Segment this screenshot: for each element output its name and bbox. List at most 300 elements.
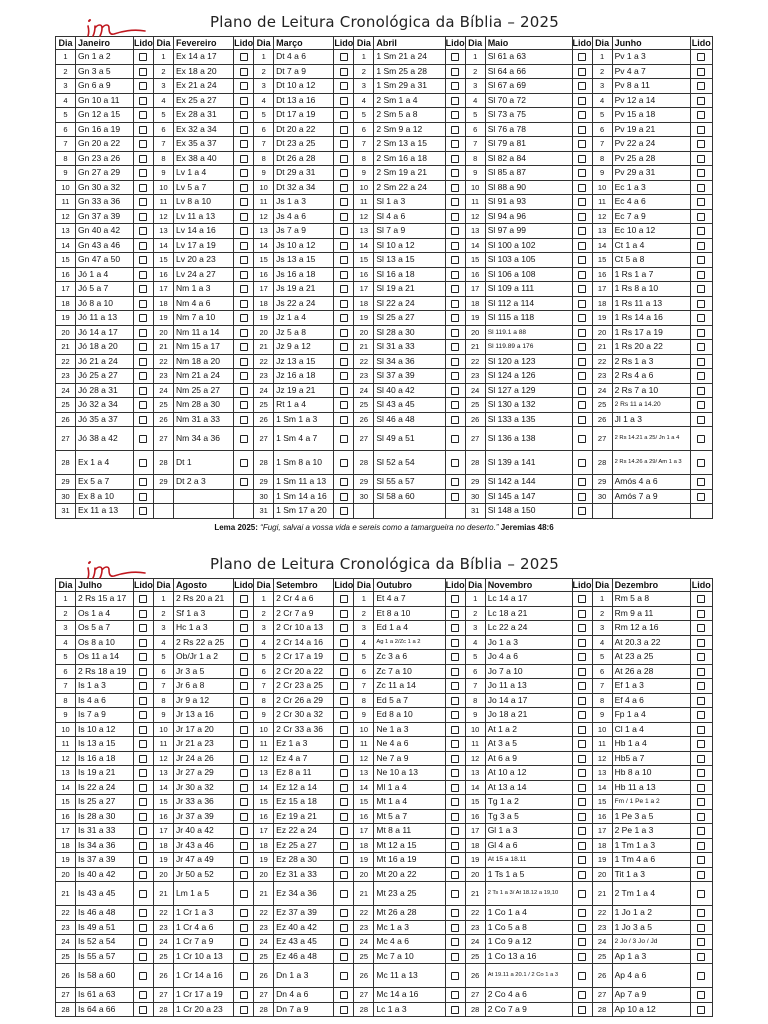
lido-checkbox[interactable] [139,668,147,676]
lido-checkbox[interactable] [240,668,248,676]
lido-checkbox[interactable] [340,68,348,76]
lido-checkbox[interactable] [697,740,705,748]
lido-checkbox[interactable] [240,798,248,806]
lido-checkbox[interactable] [451,140,459,148]
lido-checkbox[interactable] [340,314,348,322]
lido-checkbox[interactable] [697,697,705,705]
lido-checkbox[interactable] [139,329,147,337]
lido-checkbox[interactable] [451,769,459,777]
lido-checkbox[interactable] [340,358,348,366]
lido-checkbox[interactable] [578,924,586,932]
lido-checkbox[interactable] [578,769,586,777]
lido-checkbox[interactable] [139,372,147,380]
lido-checkbox[interactable] [139,1006,147,1014]
lido-checkbox[interactable] [697,991,705,999]
lido-checkbox[interactable] [240,155,248,163]
lido-checkbox[interactable] [139,711,147,719]
lido-checkbox[interactable] [340,610,348,618]
lido-checkbox[interactable] [697,842,705,850]
lido-checkbox[interactable] [240,711,248,719]
lido-checkbox[interactable] [139,653,147,661]
lido-checkbox[interactable] [578,798,586,806]
lido-checkbox[interactable] [578,358,586,366]
lido-checkbox[interactable] [697,1006,705,1014]
lido-checkbox[interactable] [578,53,586,61]
lido-checkbox[interactable] [578,972,586,980]
lido-checkbox[interactable] [139,991,147,999]
lido-checkbox[interactable] [340,991,348,999]
lido-checkbox[interactable] [240,387,248,395]
lido-checkbox[interactable] [451,82,459,90]
lido-checkbox[interactable] [578,343,586,351]
lido-checkbox[interactable] [139,387,147,395]
lido-checkbox[interactable] [340,890,348,898]
lido-checkbox[interactable] [697,871,705,879]
lido-checkbox[interactable] [578,610,586,618]
lido-checkbox[interactable] [451,343,459,351]
lido-checkbox[interactable] [697,126,705,134]
lido-checkbox[interactable] [578,198,586,206]
lido-checkbox[interactable] [240,595,248,603]
lido-checkbox[interactable] [340,343,348,351]
lido-checkbox[interactable] [578,416,586,424]
lido-checkbox[interactable] [240,972,248,980]
lido-checkbox[interactable] [451,242,459,250]
lido-checkbox[interactable] [340,813,348,821]
lido-checkbox[interactable] [697,435,705,443]
lido-checkbox[interactable] [451,198,459,206]
lido-checkbox[interactable] [139,459,147,467]
lido-checkbox[interactable] [240,726,248,734]
lido-checkbox[interactable] [139,97,147,105]
lido-checkbox[interactable] [697,329,705,337]
lido-checkbox[interactable] [451,53,459,61]
lido-checkbox[interactable] [139,610,147,618]
lido-checkbox[interactable] [697,909,705,917]
lido-checkbox[interactable] [697,97,705,105]
lido-checkbox[interactable] [451,372,459,380]
lido-checkbox[interactable] [451,493,459,501]
lido-checkbox[interactable] [240,842,248,850]
lido-checkbox[interactable] [451,924,459,932]
lido-checkbox[interactable] [578,755,586,763]
lido-checkbox[interactable] [697,755,705,763]
lido-checkbox[interactable] [697,827,705,835]
lido-checkbox[interactable] [451,784,459,792]
lido-checkbox[interactable] [340,740,348,748]
lido-checkbox[interactable] [697,82,705,90]
lido-checkbox[interactable] [340,711,348,719]
lido-checkbox[interactable] [240,271,248,279]
lido-checkbox[interactable] [451,435,459,443]
lido-checkbox[interactable] [451,798,459,806]
lido-checkbox[interactable] [578,387,586,395]
lido-checkbox[interactable] [240,314,248,322]
lido-checkbox[interactable] [451,610,459,618]
lido-checkbox[interactable] [139,755,147,763]
lido-checkbox[interactable] [240,256,248,264]
lido-checkbox[interactable] [139,478,147,486]
lido-checkbox[interactable] [451,595,459,603]
lido-checkbox[interactable] [340,53,348,61]
lido-checkbox[interactable] [139,842,147,850]
lido-checkbox[interactable] [697,972,705,980]
lido-checkbox[interactable] [697,624,705,632]
lido-checkbox[interactable] [578,227,586,235]
lido-checkbox[interactable] [340,595,348,603]
lido-checkbox[interactable] [240,53,248,61]
lido-checkbox[interactable] [578,1006,586,1014]
lido-checkbox[interactable] [697,595,705,603]
lido-checkbox[interactable] [240,755,248,763]
lido-checkbox[interactable] [697,890,705,898]
lido-checkbox[interactable] [697,285,705,293]
lido-checkbox[interactable] [451,227,459,235]
lido-checkbox[interactable] [578,909,586,917]
lido-checkbox[interactable] [139,784,147,792]
lido-checkbox[interactable] [240,169,248,177]
lido-checkbox[interactable] [451,697,459,705]
lido-checkbox[interactable] [578,991,586,999]
lido-checkbox[interactable] [139,938,147,946]
lido-checkbox[interactable] [340,256,348,264]
lido-checkbox[interactable] [340,755,348,763]
lido-checkbox[interactable] [340,668,348,676]
lido-checkbox[interactable] [578,938,586,946]
lido-checkbox[interactable] [139,890,147,898]
lido-checkbox[interactable] [139,953,147,961]
lido-checkbox[interactable] [578,478,586,486]
lido-checkbox[interactable] [578,271,586,279]
lido-checkbox[interactable] [340,682,348,690]
lido-checkbox[interactable] [697,668,705,676]
lido-checkbox[interactable] [340,213,348,221]
lido-checkbox[interactable] [451,416,459,424]
lido-checkbox[interactable] [240,213,248,221]
lido-checkbox[interactable] [139,416,147,424]
lido-checkbox[interactable] [139,827,147,835]
lido-checkbox[interactable] [451,856,459,864]
lido-checkbox[interactable] [340,798,348,806]
lido-checkbox[interactable] [451,871,459,879]
lido-checkbox[interactable] [240,478,248,486]
lido-checkbox[interactable] [340,478,348,486]
lido-checkbox[interactable] [697,53,705,61]
lido-checkbox[interactable] [697,314,705,322]
lido-checkbox[interactable] [451,256,459,264]
lido-checkbox[interactable] [139,126,147,134]
lido-checkbox[interactable] [139,726,147,734]
lido-checkbox[interactable] [578,213,586,221]
lido-checkbox[interactable] [578,372,586,380]
lido-checkbox[interactable] [578,242,586,250]
lido-checkbox[interactable] [578,813,586,821]
lido-checkbox[interactable] [340,300,348,308]
lido-checkbox[interactable] [578,842,586,850]
lido-checkbox[interactable] [451,68,459,76]
lido-checkbox[interactable] [451,358,459,366]
lido-checkbox[interactable] [139,358,147,366]
lido-checkbox[interactable] [139,300,147,308]
lido-checkbox[interactable] [240,682,248,690]
lido-checkbox[interactable] [240,82,248,90]
lido-checkbox[interactable] [340,827,348,835]
lido-checkbox[interactable] [240,198,248,206]
lido-checkbox[interactable] [139,256,147,264]
lido-checkbox[interactable] [139,507,147,515]
lido-checkbox[interactable] [139,639,147,647]
lido-checkbox[interactable] [451,111,459,119]
lido-checkbox[interactable] [340,401,348,409]
lido-checkbox[interactable] [451,711,459,719]
lido-checkbox[interactable] [578,285,586,293]
lido-checkbox[interactable] [240,126,248,134]
lido-checkbox[interactable] [340,953,348,961]
lido-checkbox[interactable] [240,97,248,105]
lido-checkbox[interactable] [697,184,705,192]
lido-checkbox[interactable] [451,213,459,221]
lido-checkbox[interactable] [139,169,147,177]
lido-checkbox[interactable] [340,97,348,105]
lido-checkbox[interactable] [697,358,705,366]
lido-checkbox[interactable] [139,155,147,163]
lido-checkbox[interactable] [240,1006,248,1014]
lido-checkbox[interactable] [578,595,586,603]
lido-checkbox[interactable] [240,890,248,898]
lido-checkbox[interactable] [240,784,248,792]
lido-checkbox[interactable] [451,972,459,980]
lido-checkbox[interactable] [697,343,705,351]
lido-checkbox[interactable] [340,938,348,946]
lido-checkbox[interactable] [240,871,248,879]
lido-checkbox[interactable] [240,653,248,661]
lido-checkbox[interactable] [451,155,459,163]
lido-checkbox[interactable] [697,155,705,163]
lido-checkbox[interactable] [340,856,348,864]
lido-checkbox[interactable] [240,111,248,119]
lido-checkbox[interactable] [578,711,586,719]
lido-checkbox[interactable] [451,624,459,632]
lido-checkbox[interactable] [451,842,459,850]
lido-checkbox[interactable] [240,285,248,293]
lido-checkbox[interactable] [697,300,705,308]
lido-checkbox[interactable] [451,639,459,647]
lido-checkbox[interactable] [697,256,705,264]
lido-checkbox[interactable] [240,227,248,235]
lido-checkbox[interactable] [697,271,705,279]
lido-checkbox[interactable] [697,813,705,821]
lido-checkbox[interactable] [451,401,459,409]
lido-checkbox[interactable] [139,271,147,279]
lido-checkbox[interactable] [697,769,705,777]
lido-checkbox[interactable] [340,726,348,734]
lido-checkbox[interactable] [578,300,586,308]
lido-checkbox[interactable] [340,155,348,163]
lido-checkbox[interactable] [451,953,459,961]
lido-checkbox[interactable] [578,140,586,148]
lido-checkbox[interactable] [340,285,348,293]
lido-checkbox[interactable] [139,813,147,821]
lido-checkbox[interactable] [340,639,348,647]
lido-checkbox[interactable] [340,82,348,90]
lido-checkbox[interactable] [578,435,586,443]
lido-checkbox[interactable] [340,416,348,424]
lido-checkbox[interactable] [578,697,586,705]
lido-checkbox[interactable] [451,300,459,308]
lido-checkbox[interactable] [340,924,348,932]
lido-checkbox[interactable] [697,856,705,864]
lido-checkbox[interactable] [340,784,348,792]
lido-checkbox[interactable] [578,184,586,192]
lido-checkbox[interactable] [697,459,705,467]
lido-checkbox[interactable] [340,242,348,250]
lido-checkbox[interactable] [451,938,459,946]
lido-checkbox[interactable] [240,991,248,999]
lido-checkbox[interactable] [451,169,459,177]
lido-checkbox[interactable] [240,140,248,148]
lido-checkbox[interactable] [340,842,348,850]
lido-checkbox[interactable] [578,459,586,467]
lido-checkbox[interactable] [139,909,147,917]
lido-checkbox[interactable] [340,140,348,148]
lido-checkbox[interactable] [697,140,705,148]
lido-checkbox[interactable] [340,653,348,661]
lido-checkbox[interactable] [697,653,705,661]
lido-checkbox[interactable] [451,285,459,293]
lido-checkbox[interactable] [240,909,248,917]
lido-checkbox[interactable] [697,726,705,734]
lido-checkbox[interactable] [240,416,248,424]
lido-checkbox[interactable] [451,740,459,748]
lido-checkbox[interactable] [240,856,248,864]
lido-checkbox[interactable] [340,493,348,501]
lido-checkbox[interactable] [139,435,147,443]
lido-checkbox[interactable] [578,169,586,177]
lido-checkbox[interactable] [578,256,586,264]
lido-checkbox[interactable] [578,155,586,163]
lido-checkbox[interactable] [340,184,348,192]
lido-checkbox[interactable] [697,416,705,424]
lido-checkbox[interactable] [697,227,705,235]
lido-checkbox[interactable] [340,126,348,134]
lido-checkbox[interactable] [697,198,705,206]
lido-checkbox[interactable] [451,653,459,661]
lido-checkbox[interactable] [240,68,248,76]
lido-checkbox[interactable] [240,401,248,409]
lido-checkbox[interactable] [451,387,459,395]
lido-checkbox[interactable] [139,856,147,864]
lido-checkbox[interactable] [139,493,147,501]
lido-checkbox[interactable] [451,97,459,105]
lido-checkbox[interactable] [139,343,147,351]
lido-checkbox[interactable] [340,169,348,177]
lido-checkbox[interactable] [451,184,459,192]
lido-checkbox[interactable] [578,653,586,661]
lido-checkbox[interactable] [697,953,705,961]
lido-checkbox[interactable] [578,126,586,134]
lido-checkbox[interactable] [451,909,459,917]
lido-checkbox[interactable] [139,68,147,76]
lido-checkbox[interactable] [240,740,248,748]
lido-checkbox[interactable] [578,68,586,76]
lido-checkbox[interactable] [697,639,705,647]
lido-checkbox[interactable] [697,387,705,395]
lido-checkbox[interactable] [340,871,348,879]
lido-checkbox[interactable] [240,769,248,777]
lido-checkbox[interactable] [139,798,147,806]
lido-checkbox[interactable] [578,890,586,898]
lido-checkbox[interactable] [240,329,248,337]
lido-checkbox[interactable] [240,343,248,351]
lido-checkbox[interactable] [139,740,147,748]
lido-checkbox[interactable] [578,784,586,792]
lido-checkbox[interactable] [139,595,147,603]
lido-checkbox[interactable] [340,909,348,917]
lido-checkbox[interactable] [240,242,248,250]
lido-checkbox[interactable] [139,140,147,148]
lido-checkbox[interactable] [578,624,586,632]
lido-checkbox[interactable] [578,82,586,90]
lido-checkbox[interactable] [139,871,147,879]
lido-checkbox[interactable] [451,459,459,467]
lido-checkbox[interactable] [578,726,586,734]
lido-checkbox[interactable] [240,459,248,467]
lido-checkbox[interactable] [578,856,586,864]
lido-checkbox[interactable] [139,184,147,192]
lido-checkbox[interactable] [697,68,705,76]
lido-checkbox[interactable] [240,372,248,380]
lido-checkbox[interactable] [578,740,586,748]
lido-checkbox[interactable] [578,871,586,879]
lido-checkbox[interactable] [451,991,459,999]
lido-checkbox[interactable] [240,358,248,366]
lido-checkbox[interactable] [240,938,248,946]
lido-checkbox[interactable] [340,769,348,777]
lido-checkbox[interactable] [139,697,147,705]
lido-checkbox[interactable] [451,813,459,821]
lido-checkbox[interactable] [340,329,348,337]
lido-checkbox[interactable] [697,682,705,690]
lido-checkbox[interactable] [240,624,248,632]
lido-checkbox[interactable] [697,372,705,380]
lido-checkbox[interactable] [697,798,705,806]
lido-checkbox[interactable] [240,435,248,443]
lido-checkbox[interactable] [340,372,348,380]
lido-checkbox[interactable] [697,784,705,792]
lido-checkbox[interactable] [451,682,459,690]
lido-checkbox[interactable] [139,624,147,632]
lido-checkbox[interactable] [451,126,459,134]
lido-checkbox[interactable] [697,401,705,409]
lido-checkbox[interactable] [697,938,705,946]
lido-checkbox[interactable] [139,198,147,206]
lido-checkbox[interactable] [697,711,705,719]
lido-checkbox[interactable] [578,507,586,515]
lido-checkbox[interactable] [451,726,459,734]
lido-checkbox[interactable] [451,271,459,279]
lido-checkbox[interactable] [578,493,586,501]
lido-checkbox[interactable] [340,624,348,632]
lido-checkbox[interactable] [340,387,348,395]
lido-checkbox[interactable] [697,924,705,932]
lido-checkbox[interactable] [139,682,147,690]
lido-checkbox[interactable] [578,97,586,105]
lido-checkbox[interactable] [240,610,248,618]
lido-checkbox[interactable] [340,198,348,206]
lido-checkbox[interactable] [578,682,586,690]
lido-checkbox[interactable] [451,668,459,676]
lido-checkbox[interactable] [240,300,248,308]
